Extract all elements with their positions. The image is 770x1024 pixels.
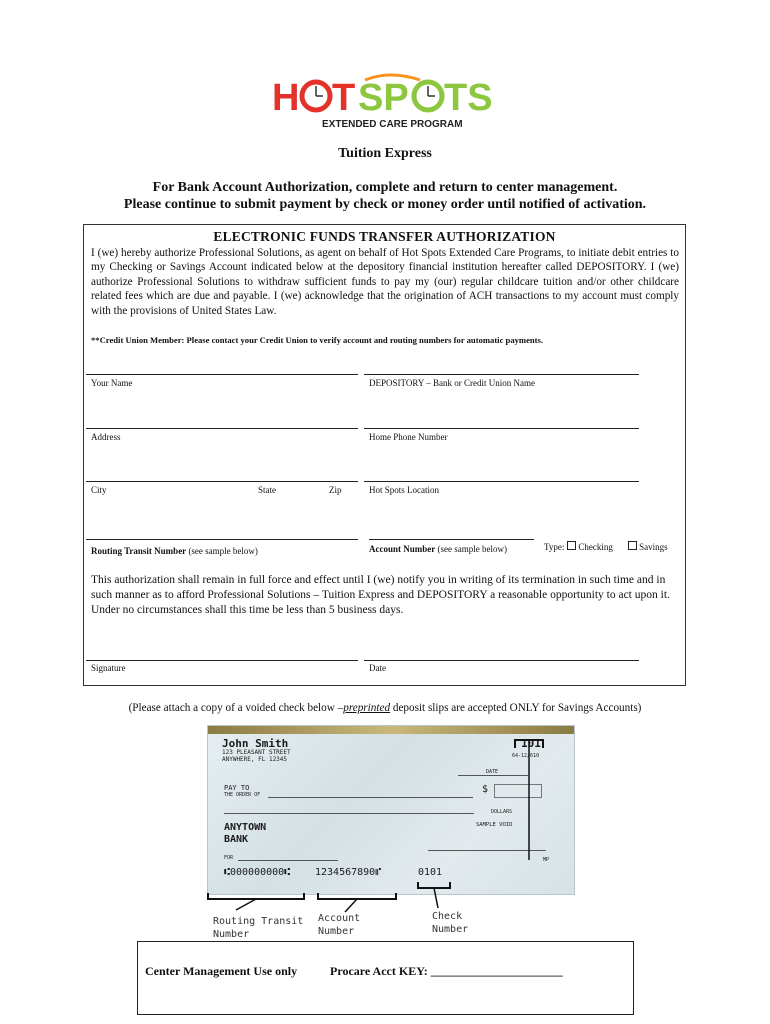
depository-field[interactable] [364,374,639,375]
procare-acct-key: Procare Acct KEY: ______________________ [330,964,563,978]
check-bank-name-2: BANK [224,834,249,845]
checking-checkbox[interactable] [567,541,576,550]
routing-callout-2: Number [213,929,250,940]
city-state-zip-field[interactable] [86,481,358,482]
check-micr-check: 0101 [418,867,443,878]
attach-note-before: (Please attach a copy of a voided check below – [128,702,344,714]
zip-label: Zip [329,485,342,495]
check-bank-name-1: ANYTOWN [224,822,267,833]
instruction-line-2: Please continue to submit payment by check or money order until notified of activation. [123,197,647,212]
check-dollars-label: DOLLARS [491,809,513,815]
savings-label: Savings [639,542,668,552]
check-mp: MP [543,857,550,863]
credit-union-note: **Credit Union Member: Please contact your Credit Union to verify account and routing numbers for automatic payments. [91,335,544,345]
check-callout-lines [200,720,560,920]
check-dollar-sign: $ [482,784,489,795]
check-address-2: ANYWHERE, FL 12345 [222,756,288,763]
routing-callout-1: Routing Transit [213,916,304,927]
account-label-bold: Account Number [369,544,436,554]
hot-spots-location-field[interactable] [364,481,639,482]
date-field[interactable] [364,660,639,661]
your-name-label: Your Name [91,378,133,388]
hot-spots-logo [270,72,500,132]
check-fraction: 64-12/610 [512,753,540,759]
form-title: Tuition Express [338,146,432,161]
attach-note-preprinted: preprinted [343,702,391,714]
logo-letter-t: T [332,77,356,119]
check-number: 101 [521,737,541,750]
check-name: John Smith [222,737,289,750]
location-label: Hot Spots Location [369,485,439,495]
account-type-group [544,541,668,552]
account-callout-1: Account [318,913,361,924]
center-management-label: Center Management Use only [145,964,298,978]
account-label-note: (see sample below) [435,544,507,554]
check-date-label: DATE [486,769,499,775]
checking-label: Checking [578,542,613,552]
logo-letters-ts: TS [444,77,493,119]
routing-callout [213,915,303,941]
account-number-field[interactable] [369,539,534,540]
account-callout-2: Number [318,926,355,937]
address-field[interactable] [86,428,358,429]
check-for-label: FOR [224,855,234,861]
routing-label-note: (see sample below) [186,546,258,556]
check-number-callout [432,910,468,936]
instruction-line-1: For Bank Account Authorization, complete and return to center management. [152,180,618,195]
check-address-1: 123 PLEASANT STREET [222,749,291,756]
city-label: City [91,485,107,495]
account-callout [318,912,360,938]
address-label: Address [91,432,121,442]
authorization-terms [91,573,679,618]
your-name-field[interactable] [86,374,358,375]
eft-heading: ELECTRONIC FUNDS TRANSFER AUTHORIZATION [213,229,556,244]
home-phone-label: Home Phone Number [369,432,448,442]
authorization-terms-2: Under no circumstances shall this time be less than 5 business days. [91,604,404,616]
logo-letter-h: H [272,77,300,119]
check-micr-routing: ⑆000000000⑆ [224,867,291,878]
savings-checkbox[interactable] [628,541,637,550]
check-callout-1: Check [432,911,463,922]
signature-field[interactable] [86,660,358,661]
authorization-terms-1: This authorization shall remain in full force and effect until I (we) notify you in writing of its termination in such time and in such manner as to afford Professional Solutions – Tuition Express and DEPOSITORY a reasonable opportunity to act upon it. [91,574,670,601]
logo-letters-sp: SP [358,77,409,119]
attach-check-note [0,702,770,714]
check-pay-to: PAY TO [224,784,250,792]
account-label [369,544,507,554]
attach-note-after: deposit slips are accepted ONLY for Savings Accounts) [390,702,642,714]
type-label: Type: [544,542,565,552]
home-phone-field[interactable] [364,428,639,429]
logo-subtitle: EXTENDED CARE PROGRAM [322,119,463,130]
routing-label [91,546,258,556]
state-label: State [258,485,276,495]
routing-number-field[interactable] [86,539,358,540]
check-order-of: THE ORDER OF [224,792,261,798]
date-label: Date [369,663,386,673]
check-sample-void: SAMPLE VOID [476,822,513,828]
depository-label: DEPOSITORY – Bank or Credit Union Name [369,378,535,388]
check-micr-account: 1234567890⑈ [315,867,382,878]
check-callout-2: Number [432,924,469,935]
signature-label: Signature [91,663,126,673]
routing-label-bold: Routing Transit Number [91,546,187,556]
eft-authorization-text: I (we) hereby authorize Professional Solutions, as agent on behalf of Hot Spots Extended Care Programs, to initiate debit entries to my Checking or Savings Account indicated below at the depository financial institution hereafter called DEPOSITORY. I (we) authorize Professional Solutions to withdraw sufficient funds to pay my (our) regular childcare tuition and/or other childcare related fees which are due and payable. I (we) acknowledge that the origination of ACH transactions to my account must comply with the provisions of United States Law. [91,247,679,317]
